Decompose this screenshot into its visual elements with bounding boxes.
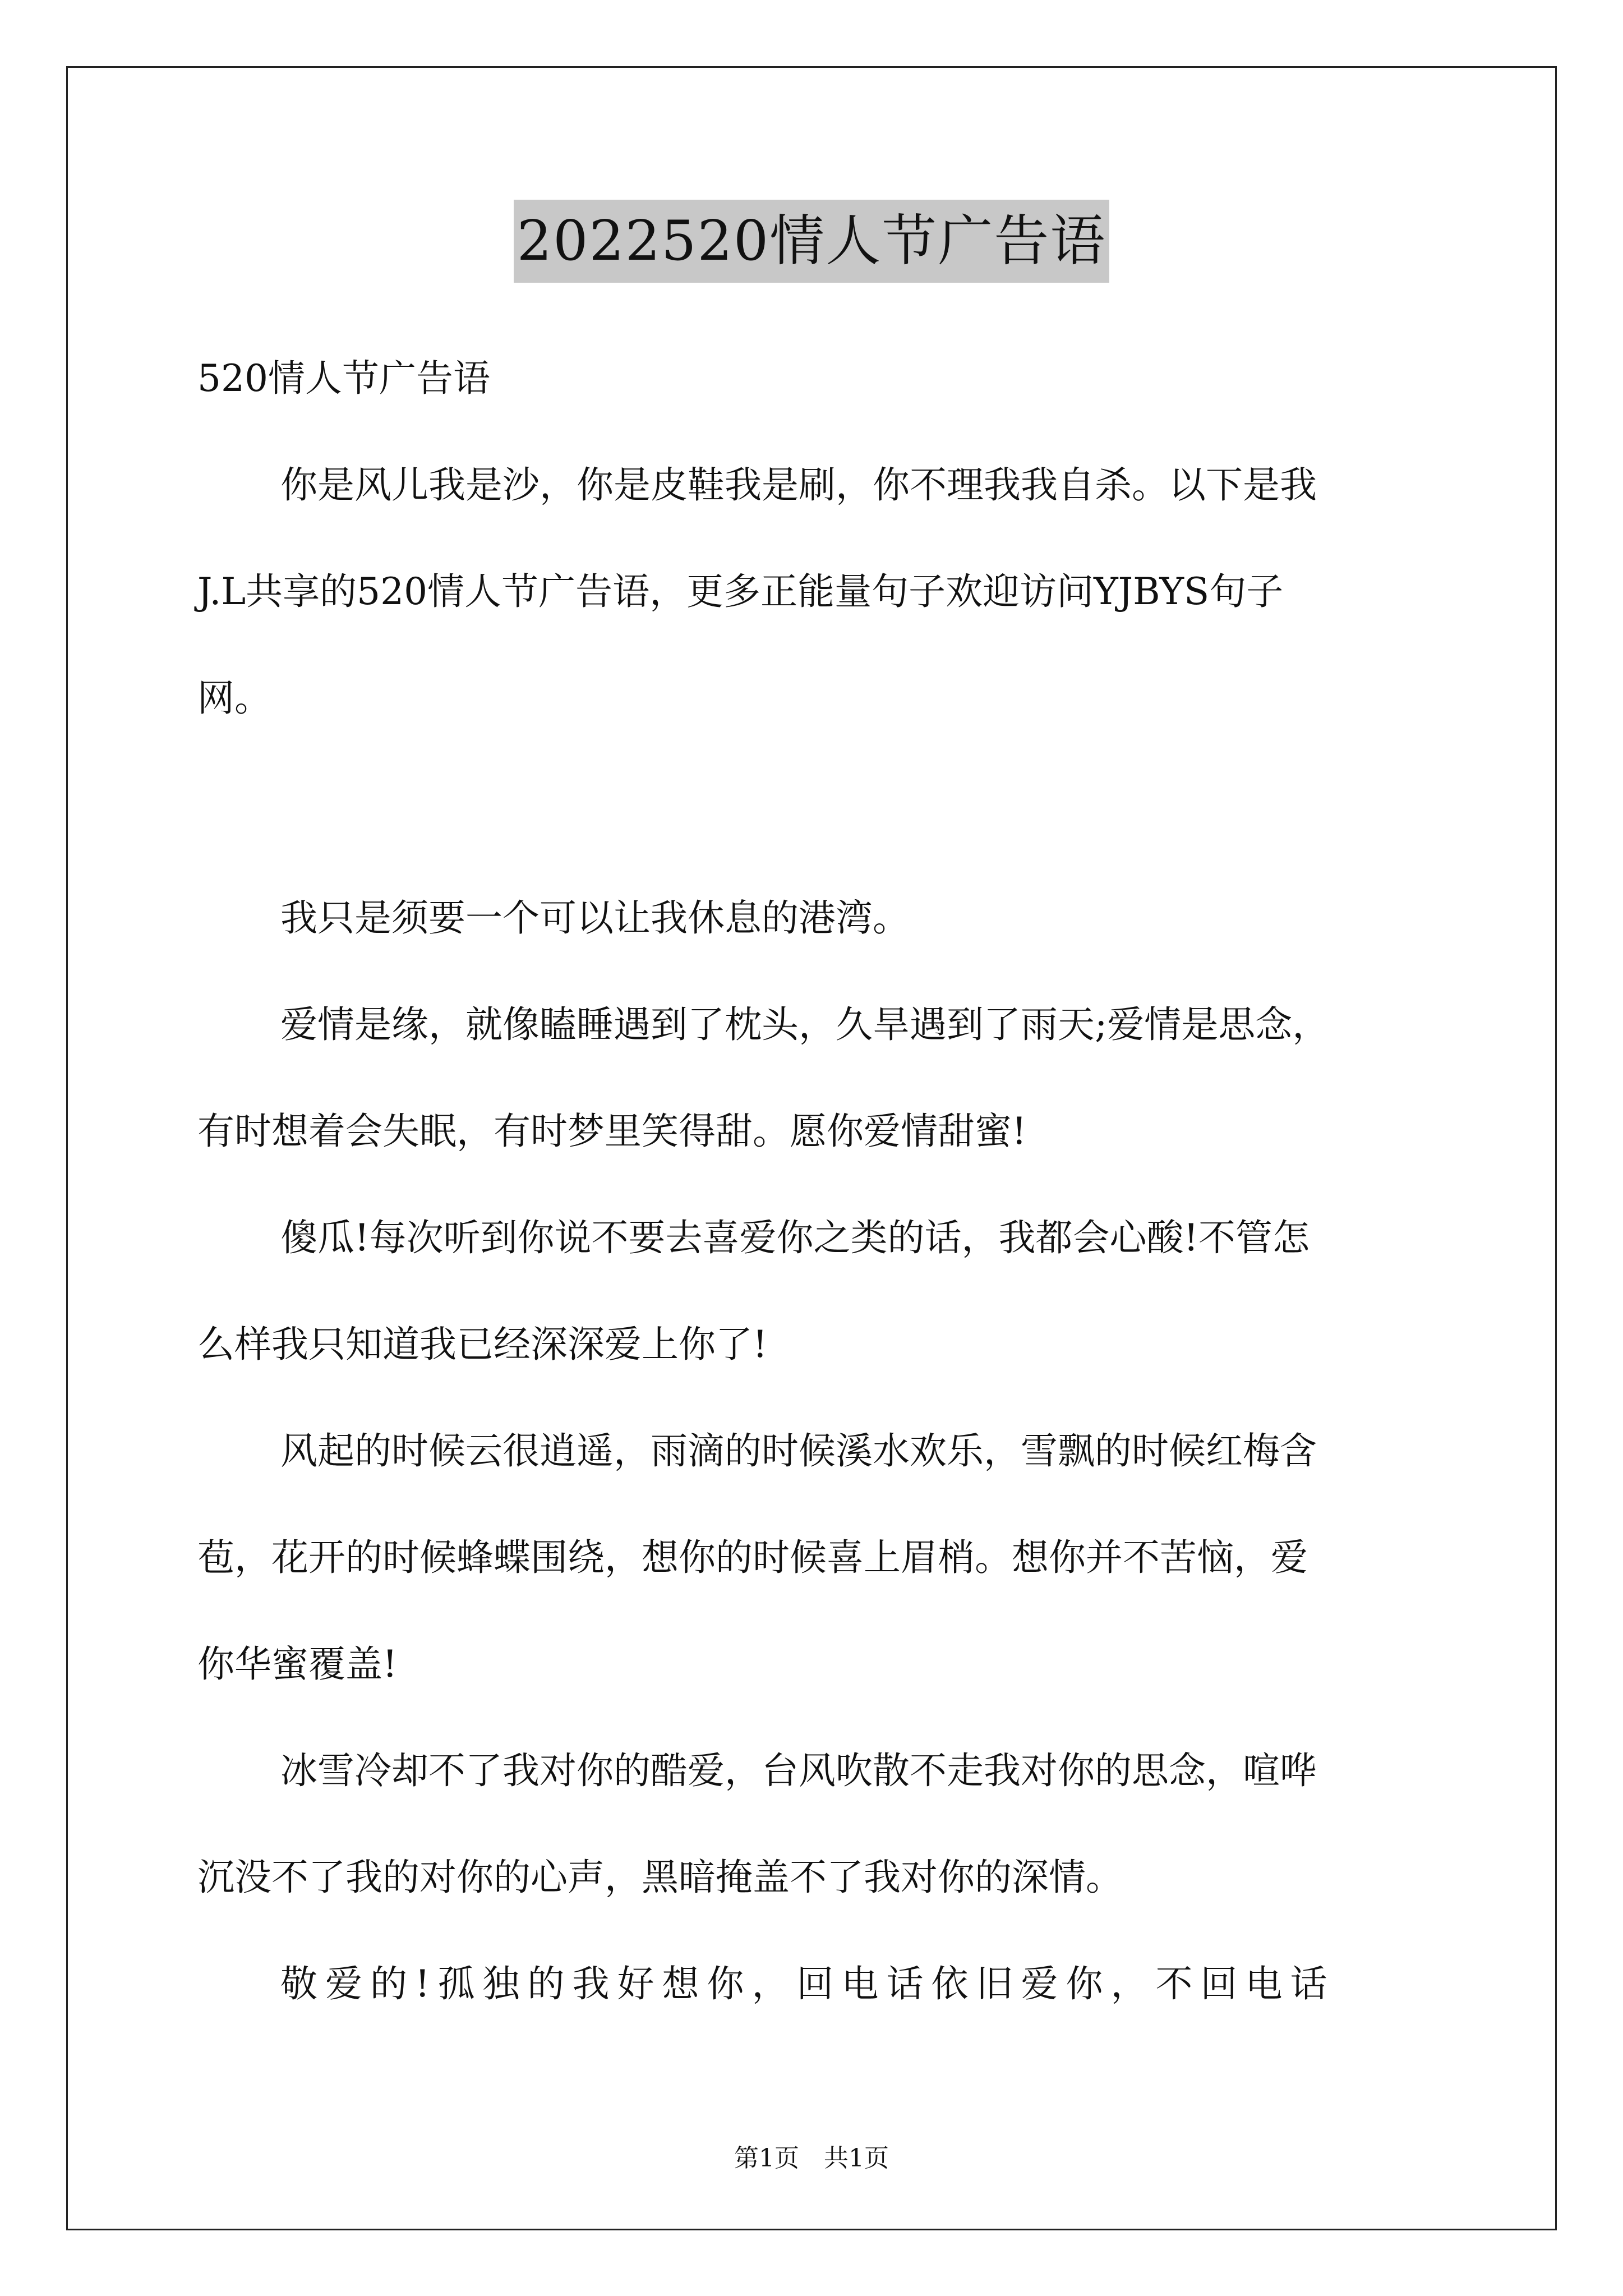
paragraph-line: J.L共享的520情人节广告语，更多正能量句子欢迎访问YJBYS句子 [197, 570, 1284, 613]
paragraph-line: 苞，花开的时候蜂蝶围绕，想你的时候喜上眉梢。想你并不苦恼，爱 [197, 1536, 1308, 1579]
paragraph-line: 有时想着会失眠，有时梦里笑得甜。愿你爱情甜蜜! [197, 1110, 1027, 1153]
page-footer: 第1页 共1页 [734, 2144, 889, 2173]
paragraph-line: 网。 [197, 677, 271, 720]
paragraph-line: 你是风儿我是沙，你是皮鞋我是刷，你不理我我自杀。以下是我 [280, 463, 1317, 507]
document-subtitle: 520情人节广告语 [197, 357, 490, 400]
document-title: 2022520情人节广告语 [514, 200, 1109, 283]
paragraph-line: 么样我只知道我已经深深爱上你了! [197, 1323, 768, 1366]
paragraph-line: 风起的时候云很逍遥，雨滴的时候溪水欢乐，雪飘的时候红梅含 [280, 1429, 1317, 1473]
paragraph-line: 沉没不了我的对你的心声，黑暗掩盖不了我对你的深情。 [197, 1856, 1123, 1899]
paragraph-line: 傻瓜!每次听到你说不要去喜爱你之类的话，我都会心酸!不管怎 [280, 1216, 1310, 1259]
paragraph-line: 爱情是缘，就像瞌睡遇到了枕头，久旱遇到了雨天;爱情是思念， [280, 1003, 1330, 1046]
paragraph-line: 冰雪冷却不了我对你的酷爱，台风吹散不走我对你的思念，喧哗 [280, 1749, 1317, 1792]
paragraph-line: 你华蜜覆盖! [197, 1642, 398, 1686]
title-container [0, 200, 1623, 283]
paragraph-line: 我只是须要一个可以让我休息的港湾。 [280, 896, 910, 940]
paragraph-line: 敬爱的!孤独的我好想你，回电话依旧爱你，不回电话 [280, 1962, 1335, 2005]
